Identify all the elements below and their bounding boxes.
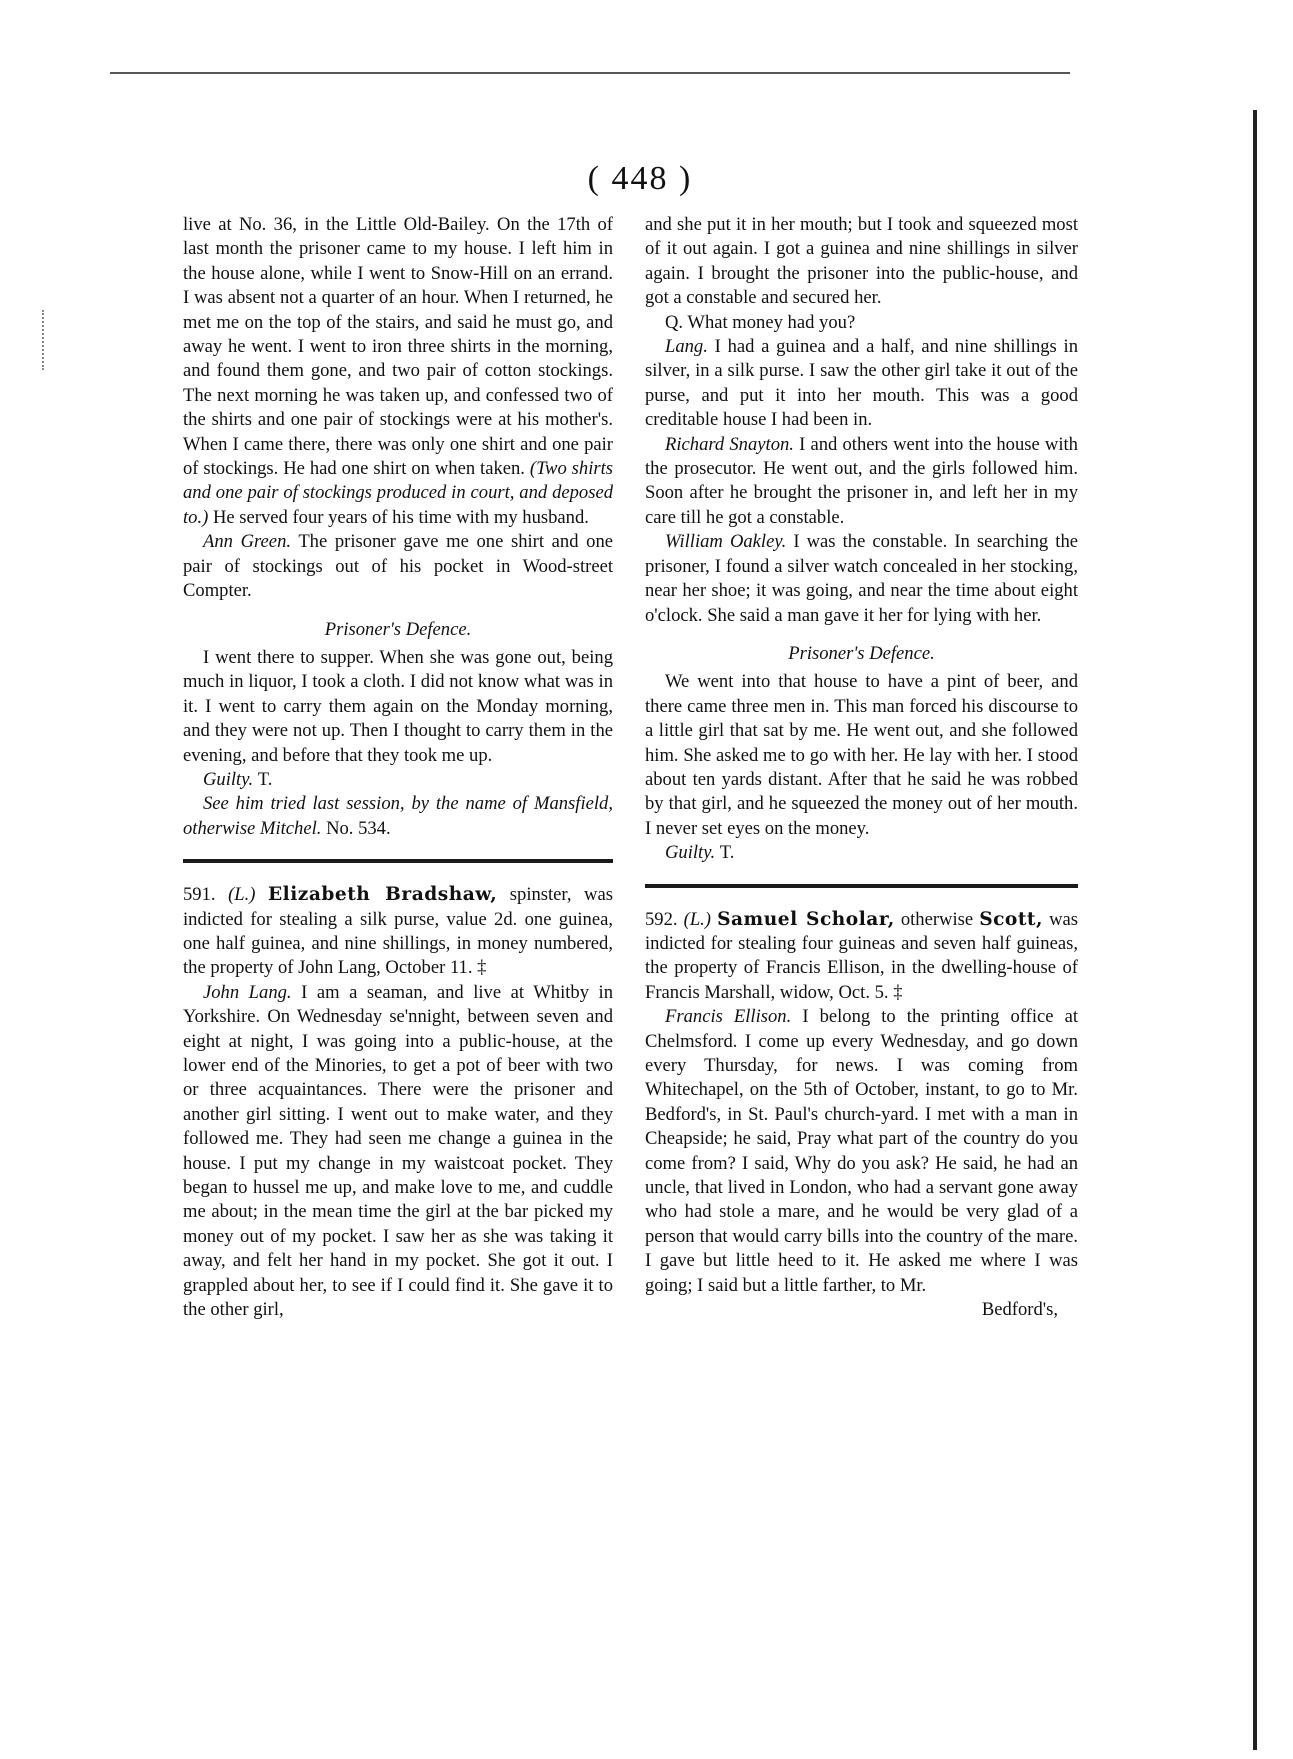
top-rule [110, 72, 1070, 74]
section-rule [645, 884, 1078, 888]
verdict-mark: T. [257, 768, 273, 790]
case-court-mark: (L.) [228, 884, 256, 906]
speaker-name: Lang. [665, 336, 708, 358]
case-heading-592 [645, 908, 1078, 1006]
cross-reference-text: See him tried last session, by the name of Mansfield, otherwise Mitchel. [183, 793, 613, 839]
verdict-label: Guilty. [665, 842, 716, 864]
question: Q. What money had you? [665, 311, 856, 333]
testimony-paragraph [645, 335, 1078, 433]
testimony-text: He served four years of his time with my husband. [212, 506, 589, 528]
speaker-name: Richard Snayton. [665, 433, 794, 455]
defendant-alias: Scott, [979, 908, 1043, 930]
indictment-text: was indicted for stealing four guineas and seven half guineas, the property of Francis Ellison, in the dwelling-house of Francis Marshall, widow, Oct. 5. ‡ [645, 908, 1078, 1003]
defendant-name: Elizabeth Bradshaw, [267, 884, 498, 906]
defence-text: I went there to supper. When she was gone out, being much in liquor, I took a cloth. I did not know what was in it. I went to carry them again on the Monday morning, and they were not up. Then I thought to carry them in the evening, and before that they took me up. [183, 646, 613, 766]
testimony-paragraph [183, 981, 613, 1323]
testimony-paragraph [645, 433, 1078, 531]
verdict [183, 768, 613, 792]
testimony-paragraph: and she put it in her mouth; but I took and squeezed most of it out again. I got a guinea and nine shillings in silver again. I brought the prisoner into the public-house, and got a constable and secured her. [645, 214, 1078, 309]
speaker-name: John Lang. [203, 981, 292, 1003]
testimony-text: I am a seaman, and live at Whitby in Yorkshire. On Wednesday se'nnight, between seven and eight at night, I was going into a public-house, at the lower end of the Minories, to get a pot of beer with two or three acquaintances. There were the prisoner and another girl sitting. I went out to make water, and they followed me. They had seen me change a guinea in the house. I put my change in my waistcoat pocket. They began to hussel me up, and make love to me, and cuddle me about; in the mean time the girl at the bar picked my money out of my pocket. I saw her as she was taking it away, and felt her hand in my pocket. She got it out. I grappled about her, to see if I could find it. She gave it to the other girl, [183, 981, 614, 1321]
alias-word: otherwise [900, 908, 974, 930]
testimony-text: I and others went into the house with the prosecutor. He went out, and the girls followed him. Soon after he brought the prisoner in, and left her in my care till he got a constable. [645, 433, 1078, 528]
testimony-paragraph [183, 530, 613, 603]
cross-reference-number: No. 534. [326, 817, 391, 839]
page-edge [1253, 110, 1257, 1750]
verdict-mark: T. [719, 842, 735, 864]
testimony-text: I was the constable. In searching the prisoner, I found a silver watch concealed in her stocking, near her shoe; it was going, and near the time about eight o'clock. She said a man gave it her for lying with her. [645, 531, 1078, 626]
testimony-text: I belong to the printing office at Chelmsford. I come up every Wednesday, and go down every Thursday, for news. I was coming from Whitechapel, on the 5th of October, instant, to go to Mr. Bedford's, in St. Paul's church-yard. I met with a man in Cheapside; he said, Pray what part of the country do you come from? I said, Why do you ask? He said, he had an uncle, that lived in London, who had a servant gone away who had stole a mare, and he would be very glad of a person that would carry bills into the country of the mare. I gave but little heed to it. He asked me where I was going; I said but a little farther, to Mr. [645, 1006, 1079, 1296]
testimony-text: The prisoner gave me one shirt and one pair of stockings out of his pocket in Wood-street Compter. [183, 531, 613, 602]
testimony-paragraph [183, 213, 613, 530]
defence-heading: Prisoner's Defence. [788, 642, 935, 664]
speaker-name: Ann Green. [203, 531, 292, 553]
verdict [645, 841, 1078, 865]
testimony-text: I had a guinea and a half, and nine shillings in silver, in a silk purse. I saw the other girl take it out of the purse, and put it into her mouth. This was a good creditable house I had been in. [645, 336, 1078, 431]
right-column [645, 213, 1078, 1322]
testimony-paragraph [645, 530, 1078, 628]
defence-text: We went into that house to have a pint of beer, and there came three men in. This man forced his discourse to a little girl that sat by me. He went out, and she followed him. She asked me to go with her. He lay with her. I stood about ten yards distant. After that he said he was robbed by that girl, and he squeezed the money out of her mouth. I never set eyes on the money. [645, 671, 1078, 839]
speaker-name: Francis Ellison. [665, 1006, 792, 1028]
verdict-label: Guilty. [203, 768, 254, 790]
case-number: 591. [183, 884, 216, 906]
testimony-text: live at No. 36, in the Little Old-Bailey. On the 17th of last month the prisoner came to my house. I left him in the house alone, while I went to Snow-Hill on an errand. I was absent not a quarter of an hour. When I returned, he met me on the top of the stairs, and said he must go, and away he went. I went to iron three shirts in the morning, and found them gone, and two pair of cotton stockings. The next morning he was taken up, and confessed two of the shirts and one pair of stockings were at his mother's. When I came there, there was only one shirt and one pair of stockings. He had one shirt on when taken. [183, 214, 613, 480]
catchword: Bedford's, [981, 1299, 1058, 1321]
page-number: ( 448 ) [587, 160, 693, 197]
testimony-paragraph [645, 1005, 1078, 1298]
section-rule [183, 859, 613, 863]
indictment-text: spinster, was indicted for stealing a silk purse, value 2d. one guinea, one half guinea, and nine shillings, in money numbered, the property of John Lang, October 11. ‡ [183, 884, 613, 979]
defence-heading: Prisoner's Defence. [324, 618, 472, 640]
speaker-name: William Oakley. [665, 531, 787, 553]
cross-reference [183, 792, 613, 841]
defendant-name: Samuel Scholar, [717, 908, 895, 930]
case-number: 592. [645, 908, 678, 930]
case-heading-591 [183, 883, 613, 981]
court-note: (Two shirts and one pair of stockings produced in court, and deposed to.) [183, 458, 613, 528]
left-column [183, 213, 613, 1322]
case-court-mark: (L.) [683, 908, 711, 930]
margin-marks [42, 310, 48, 370]
